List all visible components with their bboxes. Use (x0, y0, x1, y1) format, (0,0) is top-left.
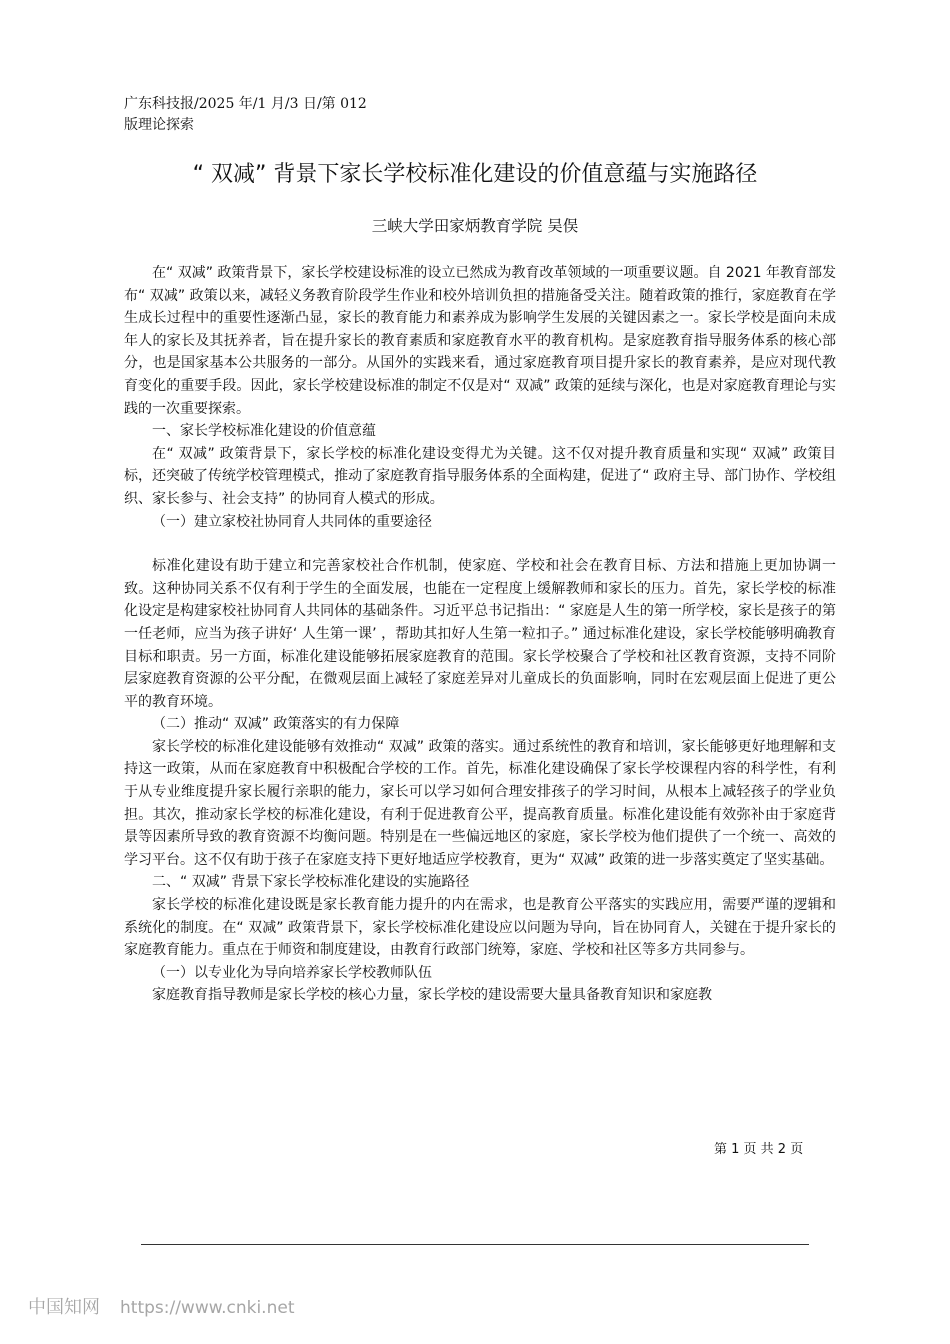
subsection-heading: （一）以专业化为导向培养家长学校教师队伍 (152, 964, 432, 981)
subsection-heading: （二）推动“ 双减” 政策落实的有力保障 (152, 716, 400, 733)
watermark-brand: 中国知网 (28, 1297, 100, 1318)
section-heading: 二、“ 双减” 背景下家长学校标准化建设的实施路径 (152, 874, 470, 891)
paragraph: 标准化建设有助于建立和完善家校社合作机制，使家庭、学校和社会在教育目标、方法和措施上更加协调一致。这种协同关系不仅有利于学生的全面发展，也能在一定程度上缓解教师和家长的压力。首先，家长学校的标准化设定是构建家校社协同育人共同体的基础条件。习近平总书记指出：“ 家庭是人生的第一所学校，家长是孩子的第一任老师，应当为孩子讲好‘ 人生第一课’ ，帮助其扣好人生第一粒扣子。” 通过标准化建设，家长学校能够明确教育目标和职责。另一方面，标准化建设能够拓展家庭教育的范围。家长学校聚合了学校和社区教育资源，支持不同阶层家庭教育资源的公平分配，在微观层面上减轻了家庭差异对儿童成长的负面影响，同时在宏观层面上促进了更公平的教育环境。 (124, 558, 836, 710)
footer-divider (141, 1244, 809, 1245)
source-citation (124, 94, 404, 136)
paragraph: 家长学校的标准化建设能够有效推动“ 双减” 政策的落实。通过系统性的教育和培训，家长能够更好地理解和支持这一政策，从而在家庭教育中积极配合学校的工作。首先，标准化建设确保了家长学校课程内容的科学性，有利于从专业维度提升家长履行亲职的能力，家长可以学习如何合理安排孩子的学习时间，从根本上减轻孩子的学业负担。其次，推动家长学校的标准化建设，有利于促进教育公平，提高教育质量。标准化建设能有效弥补由于家庭背景等因素所导致的教育资源不均衡问题。特别是在一些偏远地区的家庭，家长学校为他们提供了一个统一、高效的学习平台。这不仅有助于孩子在家庭支持下更好地适应学校教育，更为“ 双减” 政策的进一步落实奠定了坚实基础。 (124, 738, 836, 868)
watermark-url: https://www.cnki.net (120, 1298, 295, 1318)
page-indicator: 第 1 页 共 2 页 (714, 1142, 804, 1157)
paragraph: 家庭教育指导教师是家长学校的核心力量，家长学校的建设需要大量具备教育知识和家庭教 (152, 987, 712, 1004)
article-title: “ 双减” 背景下家长学校标准化建设的价值意蕴与实施路径 (192, 162, 758, 187)
article-body (124, 262, 836, 1007)
section-heading: 一、家长学校标准化建设的价值意蕴 (152, 423, 376, 440)
cnki-watermark (28, 1293, 294, 1319)
source-line-2: 版理论探索 (124, 117, 194, 133)
paragraph: 在“ 双减” 政策背景下，家长学校建设标准的设立已然成为教育改革领域的一项重要议题。自 2021 年教育部发布“ 双减” 政策以来，减轻义务教育阶段学生作业和校外培训负担的措施备受关注。随着政策的推行，家庭教育在学生成长过程中的重要性逐渐凸显，家长的教育能力和素养成为影响学生发展的关键因素之一。家长学校是面向未成年人的家长及其抚养者，旨在提升家长的教育素质和家庭教育水平的教育机构。是家庭教育指导服务体系的核心部分，也是国家基本公共服务的一部分。从国外的实践来看，通过家庭教育项目提升家长的教育素养，是应对现代教育变化的重要手段。因此，家长学校建设标准的制定不仅是对“ 双减” 政策的延续与深化，也是对家庭教育理论与实践的一次重要探索。 (124, 265, 836, 417)
paragraph: 在“ 双减” 政策背景下，家长学校的标准化建设变得尤为关键。这不仅对提升教育质量和实现“ 双减” 政策目标，还突破了传统学校管理模式，推动了家庭教育指导服务体系的全面构建，促进了“ 政府主导、部门协作、学校组织、家长参与、社会支持” 的协同育人模式的形成。 (124, 445, 836, 507)
article-author: 三峡大学田家炳教育学院 吴俣 (371, 217, 579, 235)
subsection-heading: （一）建立家校社协同育人共同体的重要途径 (152, 513, 432, 530)
paragraph: 家长学校的标准化建设既是家长教育能力提升的内在需求，也是教育公平落实的实践应用，需要严谨的逻辑和系统化的制度。在“ 双减” 政策背景下，家长学校标准化建设应以问题为导向，旨在协同育人，关键在于提升家长的家庭教育能力。重点在于师资和制度建设，由教育行政部门统筹，家庭、学校和社区等多方共同参与。 (124, 897, 836, 959)
source-line-1: 广东科技报/2025 年/1 月/3 日/第 012 (124, 96, 367, 112)
